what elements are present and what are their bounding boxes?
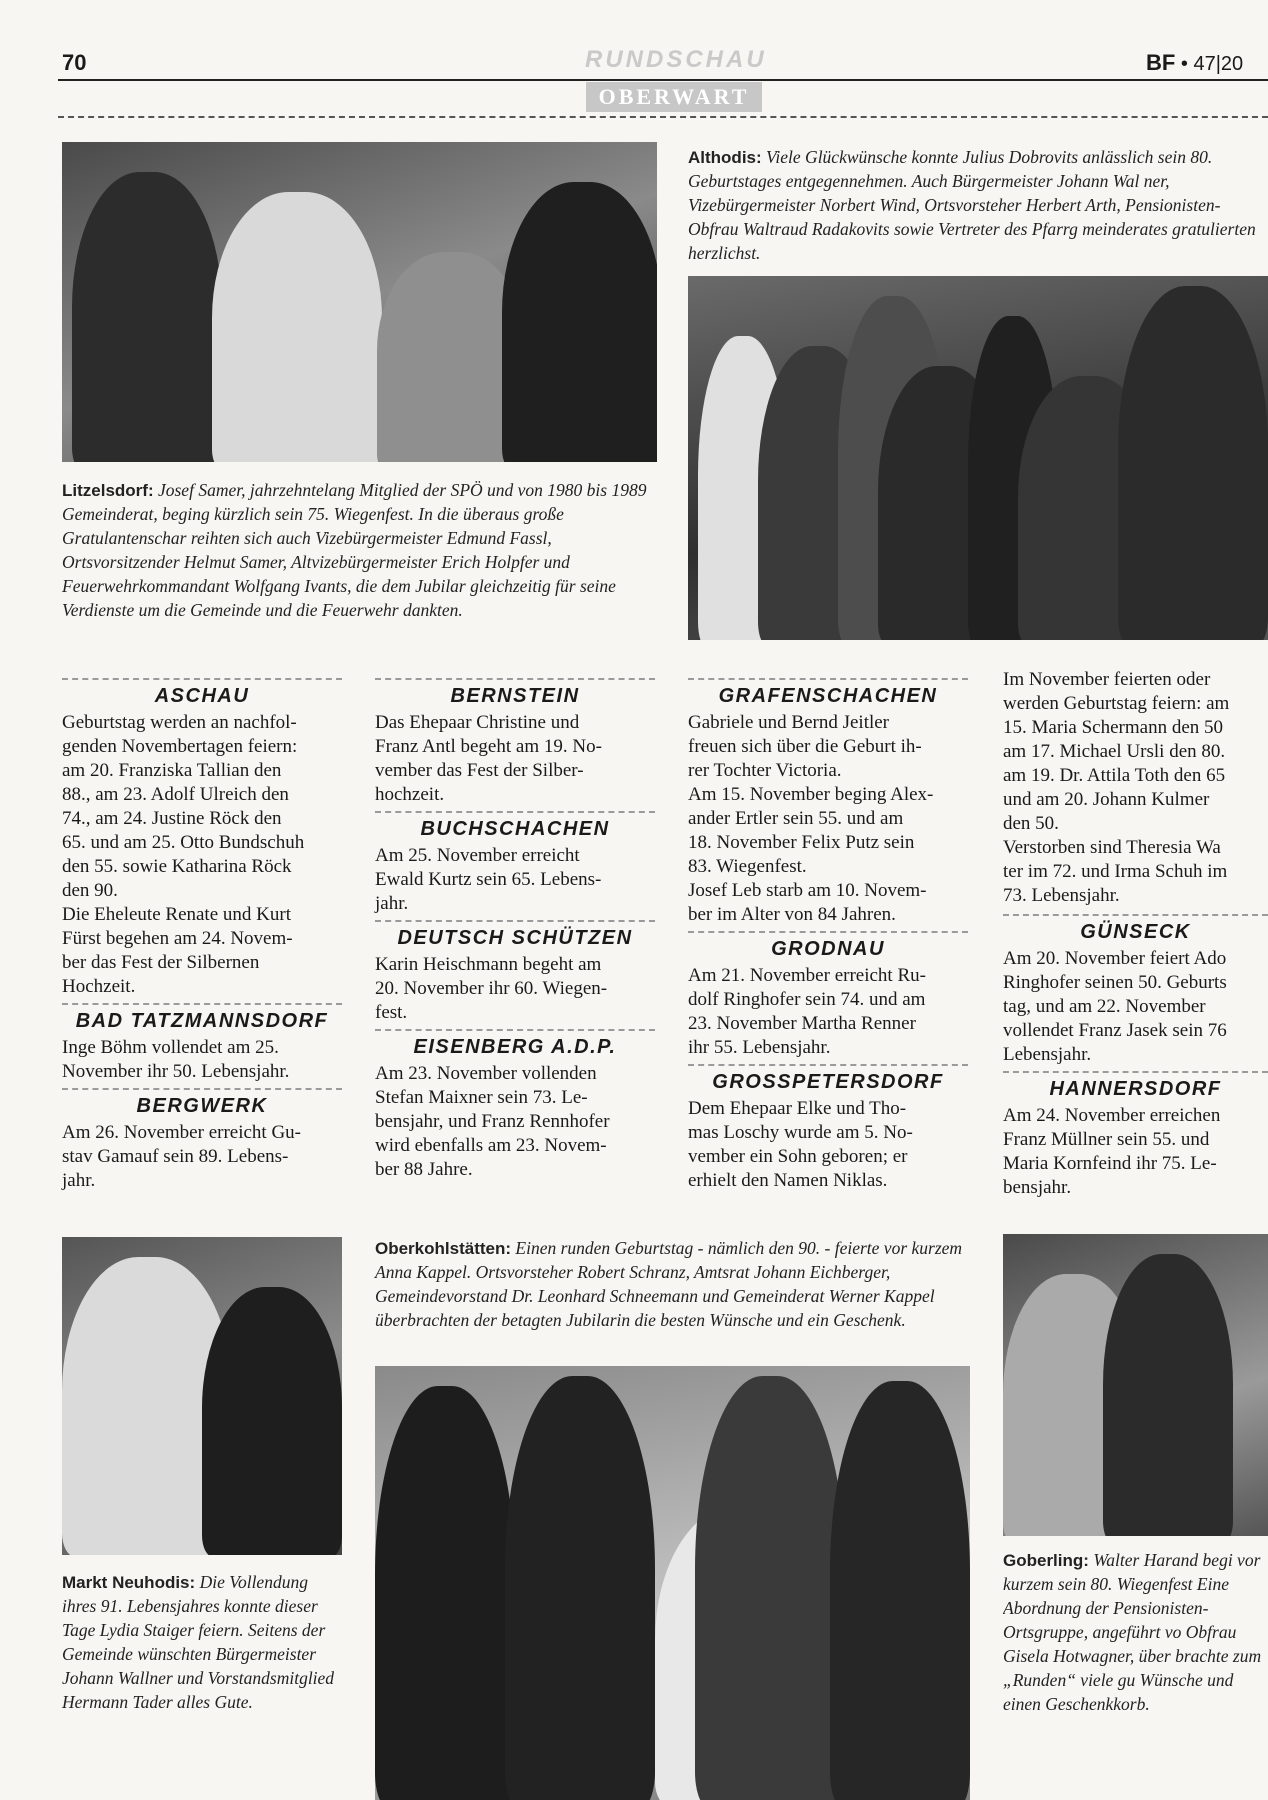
section-title: ASCHAU [62,678,342,709]
section-title: GRAFENSCHACHEN [688,678,968,709]
section-body-intro: Im November feierten oder werden Geburtstag feiern: am 15. Maria Schermann den 50 am 17. Michael Ursli den 80. am 19. Dr. Attila Toth den 65 und am 20. Johann Kulmer den 50. Verstorben sind Theresia Wa ter im 72. und Irma Schuh im 73. Lebensjahr. [1003,669,1230,906]
photo-figure [72,172,222,462]
column-3 [688,678,968,1197]
section-body: Inge Böhm vollendet am 25. November ihr 50. Lebensjahr. [62,1037,290,1082]
section-title: BUCHSCHACHEN [375,811,655,842]
section-eisenberg [375,1029,655,1182]
caption-markt-neuhodis [62,1570,344,1714]
column-2 [375,678,655,1186]
caption-text: Josef Samer, jahrzehntelang Mitglied der SPÖ und von 1980 bis 1989 Gemeinderat, beging kürzlich sein 75. Wiegenfest. In die überaus große Gratulantenschar reihten sich auch Vizebürgermeister Edmund Fassl, Ortsvorsitzender Helmut Samer, Altvizebürgermeister Erich Holpfer und Feuerwehrkommandant Wolfgang Ivants, die dem Jubilar gleichzeitig für seine Verdienste um die Gemeinde und die Feuerwehr dankten. [62,480,647,620]
section-body: Das Ehepaar Christine und Franz Antl begeht am 19. No- vember das Fest der Silber- hochzeit. [375,712,602,805]
photo-figure [375,1386,515,1800]
caption-litzelsdorf [62,478,657,622]
region-banner: OBERWART [586,82,762,112]
caption-oberkohlstaetten [375,1236,970,1332]
photo-figure [1118,286,1268,640]
section-grafenschachen [688,678,968,927]
section-title: GRODNAU [688,931,968,962]
photo-markt-neuhodis [62,1237,342,1555]
section-title: GROSSPETERSDORF [688,1064,968,1095]
caption-goberling [1003,1548,1268,1716]
section-body: Am 20. November feiert Ado Ringhofer seinen 50. Geburts tag, und am 22. November vollendet Franz Jasek sein 76 Lebensjahr. [1003,948,1227,1065]
section-aschau [62,678,342,999]
section-title: GÜNSECK [1003,914,1268,945]
photo-figure [202,1287,342,1555]
photo-figure [1103,1254,1233,1536]
column-4 [1003,668,1268,1204]
photo-figure [695,1376,845,1800]
photo-althodis [688,276,1268,640]
section-title: BERGWERK [62,1088,342,1119]
section-body: Am 24. November erreichen Franz Müllner sein 55. und Maria Kornfeind ihr 75. Le- bensjahr. [1003,1105,1221,1198]
section-body: Gabriele und Bernd Jeitler freuen sich über die Geburt ih- rer Tochter Victoria. Am 15. November beging Alex- ander Ertler sein 55. und am 18. November Felix Putz sein 83. Wiegenfest. Josef Leb starb am 10. Novem- ber im Alter von 84 Jahren. [688,712,934,925]
section-body: Karin Heischmann begeht am 20. November ihr 60. Wiegen- fest. [375,954,608,1023]
section-title: HANNERSDORF [1003,1071,1268,1102]
caption-lead: Litzelsdorf: [62,481,154,500]
section-title: DEUTSCH SCHÜTZEN [375,920,655,951]
section-grodnau [688,931,968,1060]
header-rule [58,79,1268,81]
section-bernstein [375,678,655,807]
section-hannersdorf [1003,1071,1268,1200]
section-deutsch-schuetzen [375,920,655,1025]
caption-lead: Althodis: [688,148,762,167]
photo-goberling [1003,1234,1268,1536]
issue-number: • 47|20 [1175,53,1244,75]
photo-oberkohlstaetten [375,1366,970,1800]
issue-label [1146,50,1243,76]
photo-figure [502,182,657,462]
section-bergwerk [62,1088,342,1193]
page-number: 70 [62,50,87,75]
section-body: Geburtstag werden an nachfol- genden Novembertagen feiern: am 20. Franziska Tallian den 88., am 23. Adolf Ulreich den 74., am 24. Justine Röck den 65. und am 25. Otto Bundschuh den 55. sowie Katharina Röck den 90. Die Eheleute Renate und Kurt Fürst begehen am 24. Novem- ber das Fest der Silbernen Hochzeit. [62,712,305,997]
photo-litzelsdorf [62,142,657,462]
section-bad-tatzmannsdorf [62,1003,342,1084]
caption-lead: Goberling: [1003,1551,1089,1570]
header-dashed-rule [58,116,1268,118]
issue-prefix: BF [1146,50,1176,75]
section-body: Am 25. November erreicht Ewald Kurtz sein 65. Lebens- jahr. [375,845,602,914]
caption-text: Die Vollendung ihres 91. Lebensjahres konnte dieser Tage Lydia Staiger feiern. Seitens der Gemeinde wünschten Bürgermeister Johann Wallner und Vorstandsmitglied Hermann Tader alles Gute. [62,1572,335,1712]
section-guenseck [1003,914,1268,1067]
section-buchschachen [375,811,655,916]
photo-figure [505,1376,655,1800]
section-title: BAD TATZMANNSDORF [62,1003,342,1034]
caption-text: Viele Glückwünsche konnte Julius Dobrovits anlässlich sein 80. Geburtstages entgegennehmen. Auch Bürgermeister Johann Wal ner, Vizebürgermeister Norbert Wind, Ortsvorsteher Herbert Arth, Pensionisten-Obfrau Waltraud Radakovits sowie Vertreter des Pfarrg meinderates gratulierten herzlichst. [688,147,1256,263]
caption-lead: Markt Neuhodis: [62,1573,196,1592]
section-body: Dem Ehepaar Elke und Tho- mas Loschy wurde am 5. No- vember ein Sohn geboren; er erhielt den Namen Niklas. [688,1098,913,1191]
caption-text: Walter Harand begi vor kurzem sein 80. Wiegenfest Eine Abordnung der Pensionisten-Ortsgruppe, angeführt vo Obfrau Gisela Hotwagner, über brachte zum „Runden“ viele gu Wünsche und einen Geschenkkorb. [1003,1550,1262,1714]
section-body: Am 23. November vollenden Stefan Maixner sein 73. Le- bensjahr, und Franz Rennhofer wird ebenfalls am 23. Novem- ber 88 Jahre. [375,1063,610,1180]
caption-althodis [688,145,1268,265]
section-title: BERNSTEIN [375,678,655,709]
section-body: Am 26. November erreicht Gu- stav Gamauf sein 89. Lebens- jahr. [62,1122,302,1191]
section-grosspetersdorf [688,1064,968,1193]
caption-lead: Oberkohlstätten: [375,1239,512,1258]
publication-brand: RUNDSCHAU [585,46,767,73]
section-body: Am 21. November erreicht Ru- dolf Ringhofer sein 74. und am 23. November Martha Renner ihr 55. Lebensjahr. [688,965,926,1058]
photo-figure [212,192,382,462]
photo-figure [830,1381,970,1800]
section-title: EISENBERG A.D.P. [375,1029,655,1060]
caption-text: Einen runden Geburtstag - nämlich den 90. - feierte vor kurzem Anna Kappel. Ortsvorsteher Robert Schranz, Amtsrat Johann Eichberger, Gemeindevorstand Dr. Leonhard Schneemann und Gemeinderat Werner Kappel überbrachten der betagten Jubilarin die besten Wünsche und ein Geschenk. [375,1238,963,1330]
column-1 [62,678,342,1197]
